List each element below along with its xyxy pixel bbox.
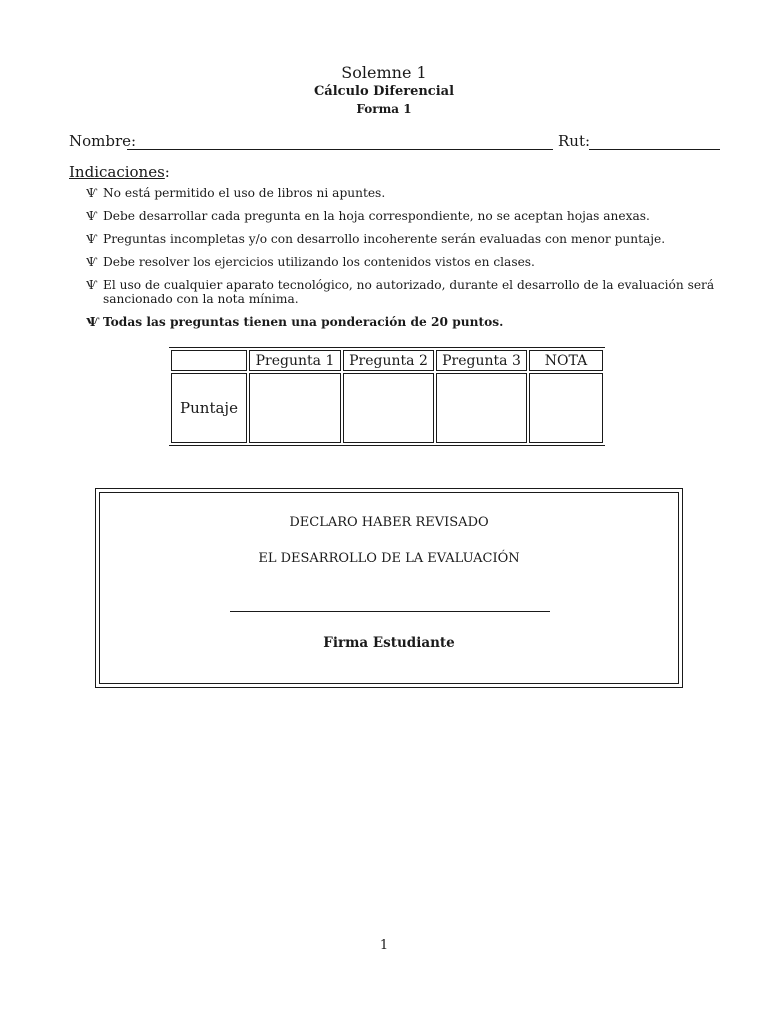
score-cell-nota [529,373,603,443]
psi-bullet-icon: Ѱ [86,255,98,269]
table-header-cell: Pregunta 3 [436,350,527,371]
list-item: Ѱ Debe resolver los ejercicios utilizando los contenidos vistos en clases. [86,255,535,269]
list-item: Ѱ Todas las preguntas tienen una ponderación de 20 puntos. [86,315,504,329]
score-table-row [171,373,603,443]
psi-bullet-icon: Ѱ [86,186,98,200]
table-header-cell: Pregunta 2 [343,350,434,371]
table-header-cell: Pregunta 1 [249,350,341,371]
list-item: Ѱ Preguntas incompletas y/o con desarrollo incoherente serán evaluadas con menor puntaje. [86,232,666,246]
score-table-header-row [171,350,603,371]
psi-bullet-icon: Ѱ [86,209,98,223]
student-info-row [69,132,721,152]
signature-label: Firma Estudiante [323,635,455,651]
indications-heading: Indicaciones: [69,163,170,181]
signature-line [230,611,550,612]
psi-bullet-icon: Ѱ [86,315,100,329]
psi-bullet-icon: Ѱ [86,278,98,292]
page-number: 1 [379,938,389,953]
declaration-line-1: DECLARO HABER REVISADO [289,515,489,530]
score-cell-pregunta-1 [249,373,341,443]
declaration-box [95,488,683,688]
list-item: Ѱ Debe desarrollar cada pregunta en la hoja correspondiente, no se aceptan hojas anexas. [86,209,650,223]
declaration-box-inner [99,492,679,684]
table-header-cell [171,350,247,371]
list-item: Ѱ El uso de cualquier aparato tecnológico, no autorizado, durante el desarrollo de la evaluación será sancionado con la nota mínima. [86,278,715,306]
name-label: Nombre: [69,132,137,150]
score-cell-pregunta-2 [343,373,434,443]
row-label-cell: Puntaje [171,373,247,443]
rut-blank-line [589,149,720,150]
rut-label: Rut: [558,132,591,150]
course-name: Cálculo Diferencial [313,84,455,99]
score-table [169,347,605,446]
indications-list [86,186,716,338]
table-header-cell: NOTA [529,350,603,371]
exam-form: Forma 1 [356,102,412,116]
exam-title: Solemne 1 [341,63,427,82]
score-cell-pregunta-3 [436,373,527,443]
list-item: Ѱ No está permitido el uso de libros ni apuntes. [86,186,386,200]
psi-bullet-icon: Ѱ [86,232,98,246]
declaration-line-2: EL DESARROLLO DE LA EVALUACIÓN [258,551,520,566]
name-blank-line [127,149,553,150]
